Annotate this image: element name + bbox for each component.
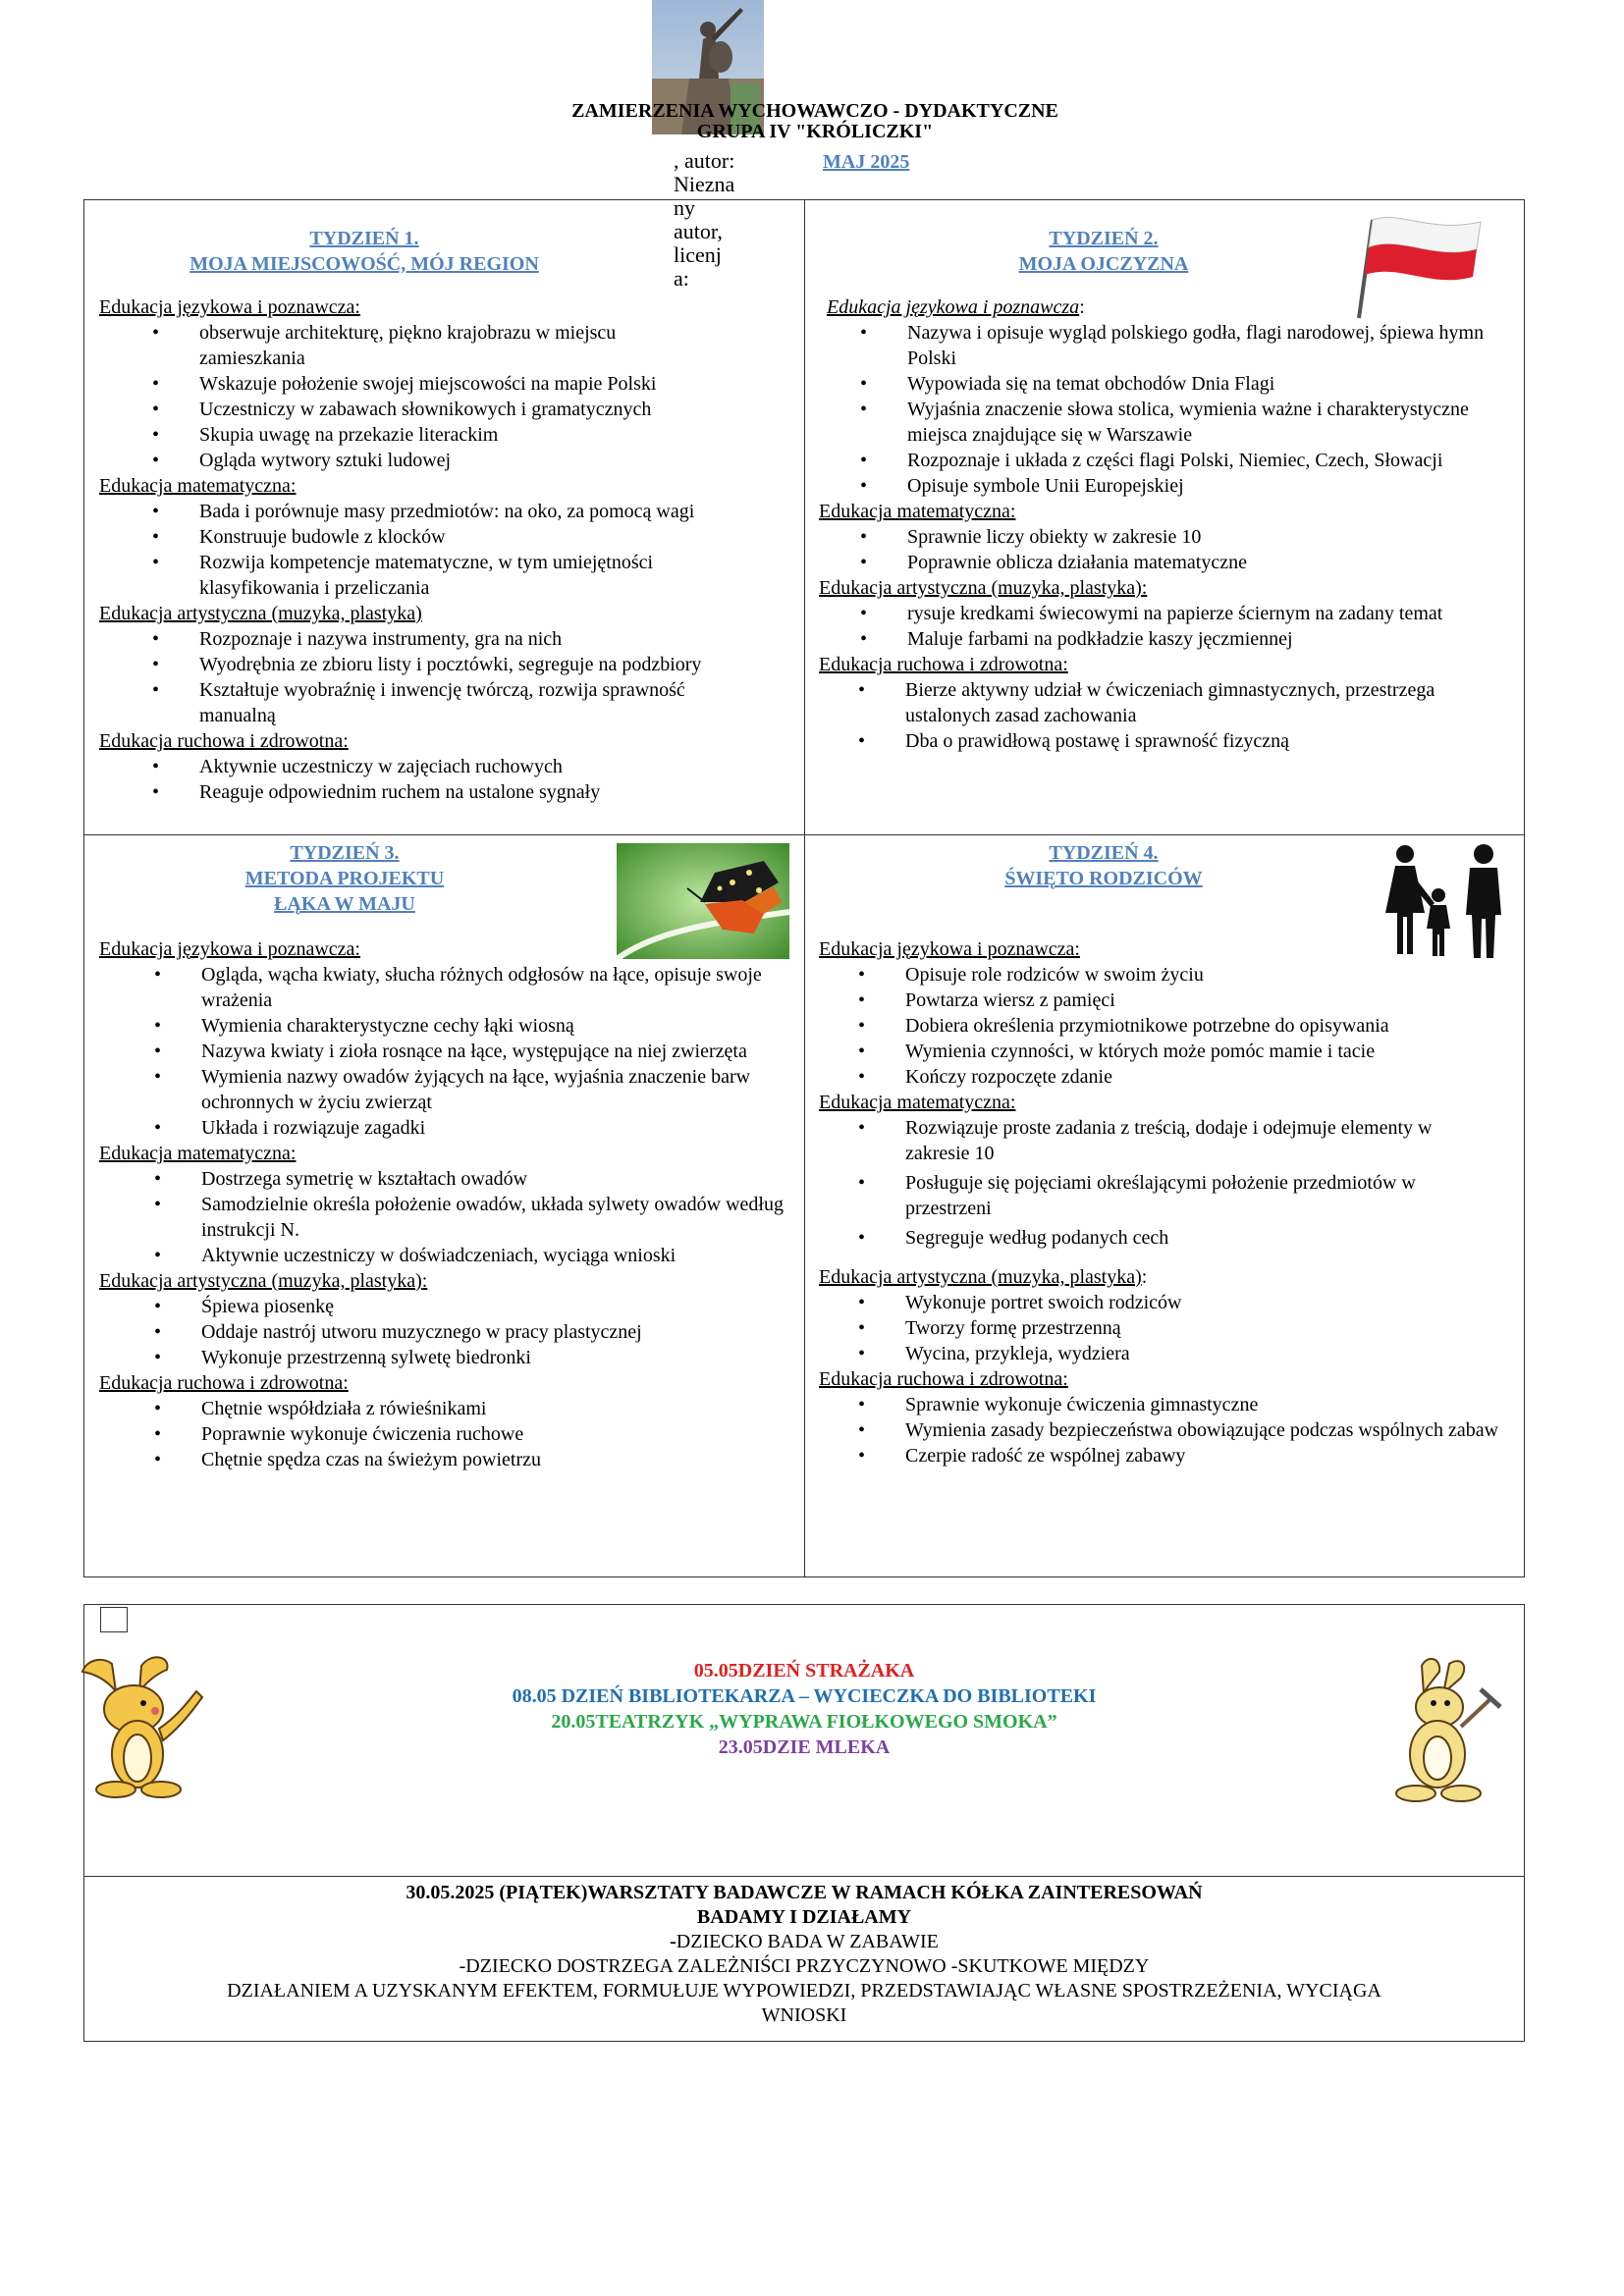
- section-label: Edukacja matematyczna:: [819, 1092, 1016, 1113]
- list-item: • Reaguje odpowiednim ruchem na ustalone sygnały: [199, 779, 749, 805]
- workshop-point: DZIAŁANIEM A UZYSKANYM EFEKTEM, FORMUŁUJE WYPOWIEDZI, PRZEDSTAWIAJĄC WŁASNE SPOSTRZEŻENIA, WYCIĄGA: [227, 1980, 1381, 2002]
- list-item: • Konstruuje budowle z klocków: [199, 524, 749, 550]
- workshop-dash: -: [670, 1931, 677, 1952]
- event-item: 05.05DZIEŃ STRAŻAKA: [693, 1660, 915, 1682]
- section-label: Edukacja językowa i poznawcza:: [99, 296, 360, 318]
- week2-title: [819, 226, 1388, 277]
- section: [99, 1370, 791, 1472]
- events-list: [84, 1658, 1524, 1760]
- section-label: Edukacja językowa i poznawcza:: [819, 938, 1080, 960]
- list-item: • Bierze aktywny udział w ćwiczeniach gimnastycznych, przestrzega ustalonych zasad zachowania: [905, 677, 1514, 728]
- list-item: • Poprawnie oblicza działania matematyczne: [907, 550, 1516, 575]
- list-item: • Opisuje symbole Unii Europejskiej: [907, 473, 1516, 499]
- month-label: MAJ 2025: [823, 151, 910, 173]
- list-item: • Wskazuje położenie swojej miejscowości na mapie Polski: [199, 371, 690, 397]
- list-item: • Aktywnie uczestniczy w zajęciach ruchowych: [199, 754, 749, 779]
- list-item: • Kończy rozpoczęte zdanie: [905, 1064, 1514, 1090]
- section: [819, 1366, 1516, 1468]
- week2-cell: [819, 226, 1516, 754]
- events-box: [83, 1604, 1525, 1877]
- list-item: • Wymienia charakterystyczne cechy łąki wiosną: [201, 1013, 790, 1039]
- list-item: • Rozwiązuje proste zadania z treścią, dodaje i odejmuje elementy w zakresie 10: [905, 1115, 1494, 1166]
- credit-line: licenj: [674, 242, 722, 267]
- section-label: Edukacja artystyczna (muzyka, plastyka):: [819, 577, 1148, 599]
- list-item: • Samodzielnie określa położenie owadów, układa sylwety owadów według instrukcji N.: [201, 1192, 790, 1243]
- title-line-2: GRUPA IV "KRÓLICZKI": [696, 121, 934, 142]
- workshop-subtitle: BADAMY I DZIAŁAMY: [696, 1906, 912, 1928]
- section-label: Edukacja ruchowa i zdrowotna:: [819, 1368, 1068, 1390]
- list-item: • Chętnie współdziała z rówieśnikami: [201, 1396, 790, 1421]
- list-item: • Wycina, przykleja, wydziera: [905, 1341, 1514, 1366]
- workshop-point: [84, 1930, 1524, 1954]
- workshop-point: WNIOSKI: [761, 2004, 847, 2026]
- list-item: • Aktywnie uczestniczy w doświadczeniach, wyciąga wnioski: [201, 1243, 790, 1268]
- section-label: Edukacja ruchowa i zdrowotna:: [99, 1372, 349, 1394]
- event-item: 08.05 DZIEŃ BIBLIOTEKARZA – WYCIECZKA DO BIBLIOTEKI: [512, 1685, 1097, 1707]
- list-item: • Rozpoznaje i nazywa instrumenty, gra na nich: [199, 626, 759, 652]
- week3-cell: [99, 840, 791, 1472]
- list-item: • Dobiera określenia przymiotnikowe potrzebne do opisywania: [905, 1013, 1514, 1039]
- week4-cell: [819, 840, 1516, 1468]
- section: [99, 728, 791, 805]
- week3-subtopic: ŁĄKA W MAJU: [274, 893, 415, 915]
- list-item: • Czerpie radość ze wspólnej zabawy: [905, 1443, 1506, 1468]
- section: [99, 936, 791, 1141]
- credit-line: a:: [674, 266, 689, 291]
- week3-number: TYDZIEŃ 3.: [290, 842, 400, 864]
- section: [819, 936, 1516, 1090]
- section: [99, 1141, 791, 1268]
- list-item: • Dostrzega symetrię w kształtach owadów: [201, 1166, 790, 1192]
- page-title: [432, 100, 1198, 143]
- workshop-point: -DZIECKO DOSTRZEGA ZALEŻNIŚCI PRZYCZYNOWO -SKUTKOWE MIĘDZY: [459, 1955, 1150, 1977]
- week1-number: TYDZIEŃ 1.: [309, 228, 419, 249]
- list-item: • rysuje kredkami świecowymi na papierze ściernym na zadany temat: [907, 601, 1516, 626]
- week1-cell: [99, 226, 791, 805]
- credit-line: ny: [674, 195, 695, 220]
- list-item: • Ogląda, wącha kwiaty, słucha różnych odgłosów na łące, opisuje swoje wrażenia: [201, 962, 790, 1013]
- list-item: • Poprawnie wykonuje ćwiczenia ruchowe: [201, 1421, 790, 1447]
- list-item: • Skupia uwagę na przekazie literackim: [199, 422, 690, 448]
- week4-topic: ŚWIĘTO RODZICÓW: [1004, 868, 1203, 889]
- list-item: • Bada i porównuje masy przedmiotów: na oko, za pomocą wagi: [199, 499, 749, 524]
- list-item: • Wykonuje przestrzenną sylwetę biedronki: [201, 1345, 790, 1370]
- section-label: Edukacja artystyczna (muzyka, plastyka): [99, 603, 422, 624]
- list-item: • Nazywa i opisuje wygląd polskiego godła, flagi narodowej, śpiewa hymn Polski: [907, 320, 1516, 371]
- list-item: • Wypowiada się na temat obchodów Dnia Flagi: [907, 371, 1516, 397]
- section-label: Edukacja matematyczna:: [819, 501, 1016, 522]
- section-label: Edukacja matematyczna:: [99, 1143, 297, 1164]
- list-item: • Chętnie spędza czas na świeżym powietrzu: [201, 1447, 790, 1472]
- list-item: • obserwuje architekturę, piękno krajobrazu w miejscu zamieszkania: [199, 320, 690, 371]
- section: [99, 601, 791, 728]
- section: [819, 1090, 1516, 1251]
- section-label-suffix: :: [1141, 1266, 1148, 1288]
- section-label: Edukacja matematyczna:: [99, 475, 297, 497]
- week1-title: [99, 226, 629, 277]
- list-item: • Posługuje się pojęciami określającymi położenie przedmiotów w przestrzeni: [905, 1170, 1475, 1221]
- section-label: Edukacja językowa i poznawcza:: [99, 938, 360, 960]
- section: [99, 473, 791, 601]
- list-item: • Opisuje role rodziców w swoim życiu: [905, 962, 1514, 988]
- section: [819, 575, 1516, 652]
- list-item: • Maluje farbami na podkładzie kaszy jęczmiennej: [907, 626, 1516, 652]
- list-item: • Kształtuje wyobraźnię i inwencję twórczą, rozwija sprawność manualną: [199, 677, 759, 728]
- list-item: • Powtarza wiersz z pamięci: [905, 988, 1514, 1013]
- week1-topic: MOJA MIEJSCOWOŚĆ, MÓJ REGION: [189, 253, 539, 275]
- section-label: Edukacja artystyczna (muzyka, plastyka): [819, 1266, 1142, 1288]
- grid-divider-horizontal: [84, 834, 1524, 835]
- grid-divider-vertical: [804, 200, 805, 1576]
- section-label: Edukacja ruchowa i zdrowotna:: [99, 730, 349, 752]
- list-item: • Dba o prawidłową postawę i sprawność fizyczną: [905, 728, 1514, 754]
- week2-number: TYDZIEŃ 2.: [1049, 228, 1159, 249]
- workshop-point-text: DZIECKO BADA W ZABAWIE: [676, 1931, 939, 1952]
- credit-line: autor,: [674, 219, 723, 243]
- workshop-title: 30.05.2025 (PIĄTEK)WARSZTATY BADAWCZE W RAMACH KÓŁKA ZAINTERESOWAŃ: [406, 1882, 1203, 1903]
- list-item: • Uczestniczy w zabawach słownikowych i gramatycznych: [199, 397, 690, 422]
- list-item: • Sprawnie liczy obiekty w zakresie 10: [907, 524, 1516, 550]
- list-item: • Tworzy formę przestrzenną: [905, 1315, 1514, 1341]
- event-item: 20.05TEATRZYK „WYPRAWA FIOŁKOWEGO SMOKA”: [551, 1711, 1057, 1733]
- week3-topic: METODA PROJEKTU: [244, 868, 445, 889]
- section: [819, 294, 1516, 499]
- title-line-1: ZAMIERZENIA WYCHOWAWCZO - DYDAKTYCZNE: [571, 100, 1058, 122]
- event-item: 23.05DZIE MLEKA: [718, 1736, 891, 1758]
- list-item: • Wymienia zasady bezpieczeństwa obowiązujące podczas wspólnych zabaw: [905, 1417, 1506, 1443]
- list-item: • Wymienia nazwy owadów żyjących na łące, wyjaśnia znaczenie barw ochronnych w życiu zwierząt: [201, 1064, 771, 1115]
- section-label: Edukacja językowa i poznawcza: [827, 296, 1080, 318]
- list-item: • Rozpoznaje i układa z części flagi Polski, Niemiec, Czech, Słowacji: [907, 448, 1516, 473]
- list-item: • Sprawnie wykonuje ćwiczenia gimnastyczne: [905, 1392, 1506, 1417]
- section: [99, 294, 791, 473]
- list-item: • Wykonuje portret swoich rodziców: [905, 1290, 1514, 1315]
- week4-title: [819, 840, 1388, 891]
- section: [819, 1264, 1516, 1366]
- section: [819, 652, 1516, 754]
- credit-line: Niezna: [674, 172, 735, 196]
- week3-title: [99, 840, 590, 917]
- list-item: • Układa i rozwiązuje zagadki: [201, 1115, 790, 1141]
- credit-line: , autor:: [674, 148, 735, 173]
- list-item: • Wyodrębnia ze zbioru listy i pocztówki, segreguje na podzbiory: [199, 652, 759, 677]
- list-item: • Segreguje według podanych cech: [905, 1225, 1494, 1251]
- list-item: • Oddaje nastrój utworu muzycznego w pracy plastycznej: [201, 1319, 790, 1345]
- section-label: Edukacja artystyczna (muzyka, plastyka):: [99, 1270, 428, 1292]
- section: [99, 1268, 791, 1370]
- checkbox[interactable]: [100, 1607, 128, 1632]
- week4-number: TYDZIEŃ 4.: [1049, 842, 1159, 864]
- list-item: • Wyjaśnia znaczenie słowa stolica, wymienia ważne i charakterystyczne miejsca znajdujące się w Warszawie: [907, 397, 1516, 448]
- section-label-suffix: :: [1079, 296, 1085, 318]
- list-item: • Rozwija kompetencje matematyczne, w tym umiejętności klasyfikowania i przeliczania: [199, 550, 749, 601]
- week2-topic: MOJA OJCZYZNA: [1018, 253, 1189, 275]
- list-item: • Wymienia czynności, w których może pomóc mamie i tacie: [905, 1039, 1514, 1064]
- weekly-plan-grid: [83, 199, 1525, 1577]
- section-label: Edukacja ruchowa i zdrowotna:: [819, 654, 1068, 675]
- list-item: • Śpiewa piosenkę: [201, 1294, 790, 1319]
- list-item: • Ogląda wytwory sztuki ludowej: [199, 448, 690, 473]
- list-item: • Nazywa kwiaty i zioła rosnące na łące, występujące na niej zwierzęta: [201, 1039, 751, 1064]
- workshop-box: [83, 1877, 1525, 2042]
- section: [819, 499, 1516, 575]
